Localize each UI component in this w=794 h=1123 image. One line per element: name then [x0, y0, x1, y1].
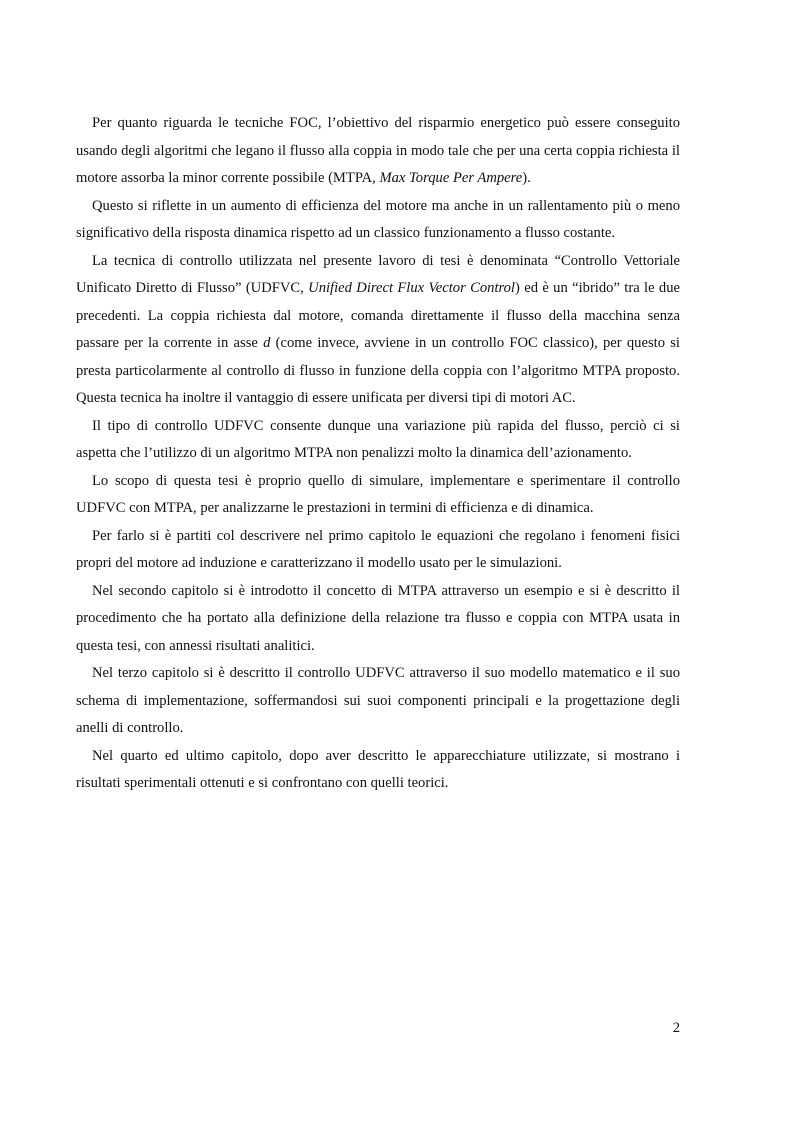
paragraph: [76, 468, 680, 523]
paragraph: [76, 578, 680, 661]
text-run: Per farlo si è partiti col descrivere nel primo capitolo le equazioni che regolano i fenomeni fisici propri del motore ad induzione e caratterizzano il modello usato per le simulazioni.: [76, 527, 680, 571]
text-run: Per quanto riguarda le tecniche FOC, l’obiettivo del risparmio energetico può essere conseguito usando degli algoritmi che legano il flusso alla coppia in modo tale che per una certa coppia richiesta il motore assorba la minor corrente possibile (MTPA,: [76, 115, 680, 186]
paragraph: [76, 110, 680, 193]
paragraph: [76, 660, 680, 743]
text-run: Nel secondo capitolo si è introdotto il concetto di MTPA attraverso un esempio e si è descritto il procedimento che ha portato alla definizione della relazione tra flusso e coppia con MTPA usata in questa tesi, con annessi risultati analitici.: [76, 582, 680, 654]
paragraph: [76, 193, 680, 248]
italic-text: d: [263, 335, 271, 351]
text-run: ) ed è un “ibrido” tra le due precedenti. La coppia richiesta dal motore, comanda direttamente il flusso della macchina senza passare per la corrente in asse: [76, 280, 680, 351]
italic-text: Max Torque Per Ampere: [379, 170, 523, 186]
text-run: (come invece, avviene in un controllo FOC classico), per questo si presta particolarmente al controllo di flusso in funzione della coppia con l’algoritmo MTPA proposto. Questa tecnica ha inoltre il vantaggio di essere unificata per diversi tipi di motori AC.: [76, 335, 680, 406]
page-body: [76, 110, 680, 798]
text-run: Questo si riflette in un aumento di efficienza del motore ma anche in un rallentamento più o meno significativo della risposta dinamica rispetto ad un classico funzionamento a flusso costante.: [76, 197, 680, 241]
italic-text: Unified Direct Flux Vector Control: [308, 280, 515, 296]
text-run: Lo scopo di questa tesi è proprio quello di simulare, implementare e sperimentare il controllo UDFVC con MTPA, per analizzarne le prestazioni in termini di efficienza e di dinamica.: [76, 472, 680, 516]
paragraph: [76, 248, 680, 413]
paragraph: [76, 413, 680, 468]
paragraph: [76, 523, 680, 578]
text-run: Il tipo di controllo UDFVC consente dunque una variazione più rapida del flusso, perciò ci si aspetta che l’utilizzo di un algoritmo MTPA non penalizzi molto la dinamica dell’azionamento.: [76, 417, 680, 461]
text-run: Nel quarto ed ultimo capitolo, dopo aver descritto le apparecchiature utilizzate, si mostrano i risultati sperimentali ottenuti e si confrontano con quelli teorici.: [76, 747, 680, 791]
text-run: La tecnica di controllo utilizzata nel presente lavoro di tesi è denominata “Controllo Vettoriale Unificato Diretto di Flusso” (UDFVC,: [76, 252, 680, 296]
paragraph: [76, 743, 680, 798]
text-run: Nel terzo capitolo si è descritto il controllo UDFVC attraverso il suo modello matematico e il suo schema di implementazione, soffermandosi sui suoi componenti principali e la progettazione degli anelli di controllo.: [76, 665, 680, 736]
page-number: 2: [672, 1020, 680, 1036]
text-run: ).: [522, 170, 531, 186]
